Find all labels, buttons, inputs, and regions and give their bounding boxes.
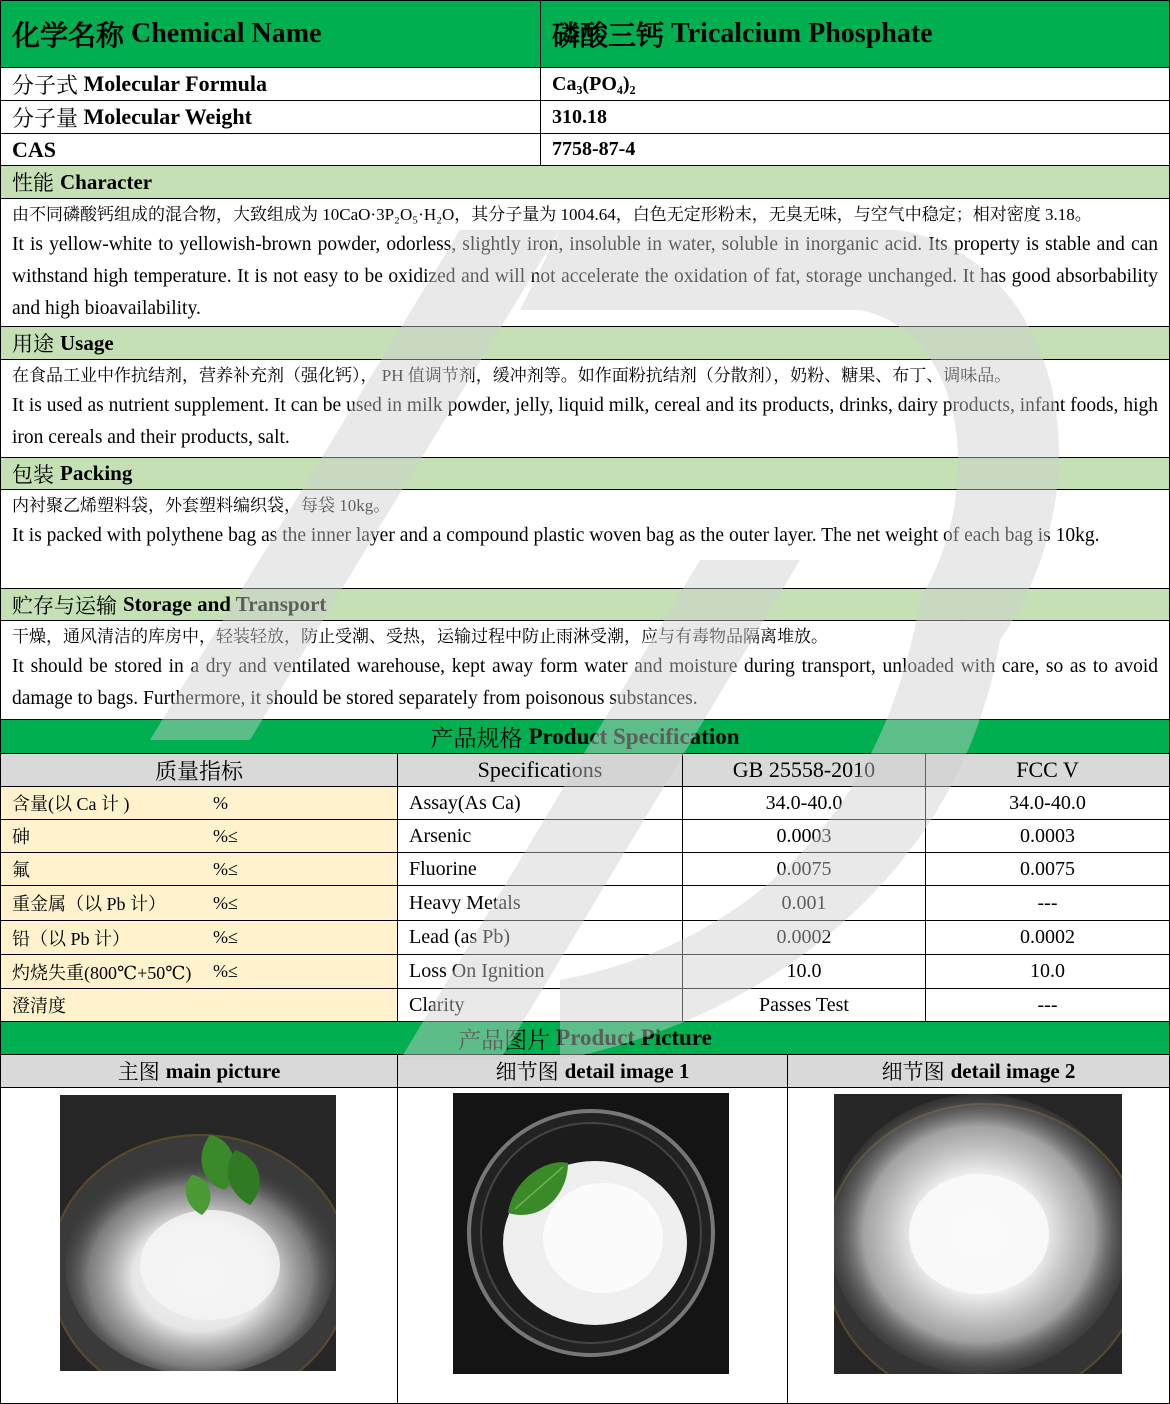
molecular-weight-label-cn: 分子量 [12, 105, 79, 131]
usage-body [0, 360, 1170, 458]
spec-unit: %≤ [213, 892, 238, 913]
character-heading [0, 166, 1170, 199]
spec-index-text: 铅（以 Pb 计） [12, 928, 131, 949]
molecular-weight-value: 310.18 [552, 105, 607, 128]
picture-label-en: detail image 1 [564, 1058, 690, 1083]
storage-heading [0, 589, 1170, 621]
picture-label-detail-1 [398, 1055, 788, 1087]
chemical-name-value [541, 1, 1169, 67]
picture-header-row [0, 1055, 1170, 1088]
spec-gb-cell: 0.0003 [683, 820, 926, 852]
cas-label [1, 134, 541, 165]
spec-title-en: Product Specification [528, 723, 740, 749]
spec-name-cell: Clarity [398, 989, 683, 1021]
detail-image-2-image [834, 1094, 1122, 1374]
spec-index-text: 氟 [12, 860, 30, 880]
chemical-name-label-en: Chemical Name [131, 18, 322, 49]
spec-unit: %≤ [213, 927, 238, 947]
usage-text-cn: 在食品工业中作抗结剂，营养补充剂（强化钙）， PH 值调节剂，缓冲剂等。如作面粉抗结剂（分散剂），奶粉、糖果、布丁、调味品。 [12, 366, 1012, 385]
spec-fcc-cell: 0.0003 [1020, 824, 1075, 847]
usage-text-en: It is used as nutrient supplement. It can be used in milk powder, jelly, liquid milk, cereal and its products, drinks, dairy products, infant foods, high iron cereals and their products, salt. [12, 395, 1158, 448]
spec-index-text: 灼烧失重(800℃+50℃) [12, 962, 192, 983]
picture-title-bar [0, 1022, 1170, 1055]
spec-unit: %≤ [213, 858, 238, 879]
spec-index-cell [1, 853, 398, 885]
character-heading-cn: 性能 [12, 171, 54, 195]
storage-heading-en: Storage and Transport [123, 592, 327, 616]
molecular-formula-row [0, 68, 1170, 101]
spec-name-cell: Loss On Ignition [398, 955, 683, 988]
picture-label-cn: 主图 [117, 1060, 160, 1084]
usage-heading-cn: 用途 [12, 332, 54, 356]
character-text-cn: 由不同磷酸钙组成的混合物，大致组成为 10CaO·3P₂O₅·H₂O，其分子量为 1004.64，白色无定形粉末，无臭无味，与空气中稳定；相对密度 3.18。 [12, 205, 1092, 224]
spec-col-specifications: Specifications [398, 754, 683, 786]
spec-row-lead [0, 921, 1170, 955]
spec-header-row [0, 754, 1170, 787]
storage-text-en: It should be stored in a dry and ventilated warehouse, kept away form water and moisture during transport, unloaded with care, so as to avoid damage to bags. Furthermore, it should be stored separately from poisonous substances. [12, 656, 1158, 709]
picture-title-cn: 产品图片 [458, 1027, 551, 1053]
spec-col-index: 质量指标 [1, 754, 398, 786]
spec-row-fluorine [0, 853, 1170, 886]
spec-unit: %≤ [213, 825, 238, 846]
cas-value: 7758-87-4 [552, 138, 636, 160]
picture-label-main [1, 1055, 398, 1087]
spec-title-cn: 产品规格 [430, 726, 523, 751]
storage-text-cn: 干燥，通风清洁的库房中，轻装轻放，防止受潮、受热，运输过程中防止雨淋受潮，应与有毒物品隔离堆放。 [12, 627, 828, 646]
spec-gb-cell: 0.0075 [683, 853, 926, 885]
picture-label-en: detail image 2 [950, 1058, 1076, 1083]
spec-index-cell [1, 955, 398, 988]
spec-row-loss-on-ignition [0, 955, 1170, 989]
molecular-weight-row [0, 101, 1170, 134]
chemical-name-label-cn: 化学名称 [12, 21, 125, 52]
character-body [0, 199, 1170, 327]
spec-fcc-cell: 10.0 [1030, 960, 1065, 982]
spec-row-assay [0, 787, 1170, 820]
picture-label-cn: 细节图 [495, 1060, 559, 1084]
spec-index-text: 含量(以 Ca 计 ) [12, 794, 130, 814]
spec-index-cell [1, 787, 398, 819]
spec-index-text: 澄清度 [12, 996, 66, 1016]
spec-index-cell [1, 921, 398, 954]
spec-unit: % [213, 792, 228, 813]
spec-fcc-cell: --- [1037, 993, 1058, 1016]
chemical-name-label [1, 1, 541, 67]
molecular-formula-label-cn: 分子式 [12, 72, 79, 98]
spec-index-text: 重金属（以 Pb 计） [12, 894, 167, 914]
storage-heading-cn: 贮存与运输 [12, 593, 117, 618]
picture-label-en: main picture [165, 1058, 281, 1083]
molecular-formula-value: Ca₃(PO₄)₂ [552, 72, 636, 95]
spec-index-cell [1, 989, 398, 1021]
character-text-en: It is yellow-white to yellowish-brown powder, odorless, slightly iron, insoluble in water, soluble in inorganic acid. Its property is stable and can withstand high temperature. It is not easy to be oxidized and will not accelerate the oxidation of fat, storage unchanged. It has good absorbability and high bioavailability. [12, 234, 1158, 319]
spec-row-clarity [0, 989, 1170, 1022]
cas-label-en: CAS [12, 136, 57, 162]
packing-body [0, 490, 1170, 589]
spec-unit: %≤ [213, 961, 238, 981]
chemical-name-row [0, 0, 1170, 68]
cas-row [0, 134, 1170, 166]
packing-text-en: It is packed with polythene bag as the inner layer and a compound plastic woven bag as the outer layer. The net weight of each bag is 10kg. [12, 525, 1100, 546]
spec-row-heavy-metals [0, 886, 1170, 921]
molecular-formula-label-en: Molecular Formula [83, 71, 268, 96]
spec-name-cell: Heavy Metals [398, 886, 683, 920]
picture-title-en: Product Picture [556, 1025, 712, 1050]
spec-row-arsenic [0, 820, 1170, 853]
packing-heading-cn: 包装 [12, 462, 54, 487]
molecular-formula-label [1, 68, 541, 100]
main-picture-image [60, 1095, 336, 1371]
molecular-weight-label [1, 101, 541, 133]
spec-name-cell: Fluorine [398, 853, 683, 885]
spec-gb-cell: Passes Test [683, 989, 926, 1021]
usage-heading-en: Usage [60, 330, 114, 355]
spec-fcc-cell: 0.0075 [1020, 857, 1075, 880]
spec-gb-cell: 10.0 [683, 955, 926, 988]
packing-heading-en: Packing [60, 461, 133, 485]
picture-label-detail-2 [788, 1055, 1169, 1087]
spec-name-cell: Arsenic [398, 820, 683, 852]
spec-col-fcc: FCC V [1016, 757, 1079, 782]
character-heading-en: Character [60, 169, 153, 194]
spec-fcc-cell: --- [1037, 891, 1058, 914]
spec-fcc-cell: 0.0002 [1020, 926, 1075, 948]
spec-fcc-cell: 34.0-40.0 [1009, 791, 1086, 814]
spec-col-gb: GB 25558-2010 [683, 754, 926, 786]
spec-index-cell [1, 820, 398, 852]
packing-heading [0, 458, 1170, 490]
molecular-weight-label-en: Molecular Weight [83, 104, 252, 129]
spec-gb-cell: 34.0-40.0 [683, 787, 926, 819]
picture-label-cn: 细节图 [881, 1060, 945, 1084]
spec-index-text: 砷 [12, 827, 30, 847]
spec-name-cell: Lead (as Pb) [398, 921, 683, 954]
usage-heading [0, 327, 1170, 360]
chemical-name-value-en: Tricalcium Phosphate [671, 18, 933, 49]
spec-index-cell [1, 886, 398, 920]
chemical-name-value-cn: 磷酸三钙 [552, 21, 665, 52]
packing-text-cn: 内衬聚乙烯塑料袋，外套塑料编织袋，每袋 10kg。 [12, 496, 391, 515]
spec-gb-cell: 0.0002 [683, 921, 926, 954]
storage-body [0, 621, 1170, 720]
detail-image-1-image [453, 1093, 729, 1374]
spec-name-cell: Assay(As Ca) [398, 787, 683, 819]
spec-title-bar [0, 720, 1170, 754]
spec-gb-cell: 0.001 [683, 886, 926, 920]
